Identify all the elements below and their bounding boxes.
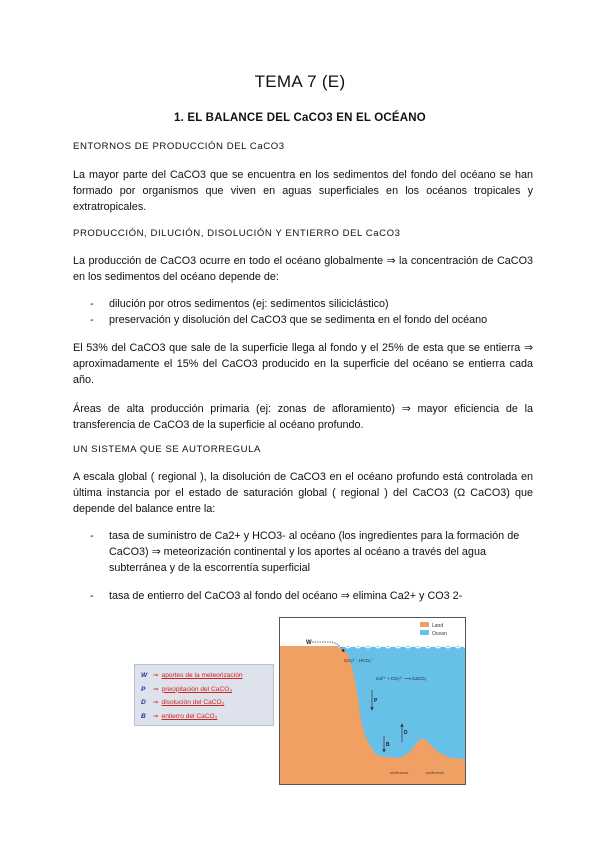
paragraph-produccion: La producción de CaCO3 ocurre en todo el océano globalmente ⇒ la concentración de CaCO3 en los sedimentos del océano depende de:	[73, 255, 533, 283]
legend-ocean-swatch	[420, 630, 429, 635]
paragraph-entornos: La mayor parte del CaCO3 que se encuentra en los sedimentos del fondo del océano se han formado por organismos que viven en aguas superficiales en los océanos tropicales y extratropicales.	[73, 169, 533, 213]
bullet-dash: -	[90, 298, 94, 310]
arrow-icon: ⇒	[153, 685, 159, 693]
paragraph-autorregula: A escala global ( regional ), la disolución de CaCO3 en el océano profundo está controlada en última instancia por el estado de saturación global ( regional ) del CaCO3 (Ω CaCO3) que depende del balance entre la:	[73, 471, 533, 515]
bullet-dash: -	[90, 314, 94, 326]
label-ions: CO₃²⁻, HCO₃⁻	[344, 658, 374, 663]
arrow-icon: ⇒	[153, 699, 159, 706]
arrow-icon: ⇒	[153, 712, 159, 720]
label-reaction: Ca²⁺ + CO₃²⁻ ⟶ CaCO₃	[376, 676, 427, 681]
legend-row: B ⇒ entierro del CaCO₃	[141, 712, 218, 720]
list-item: - tasa de entierro del CaCO3 al fondo del océano ⇒ elimina Ca2+ y CO3 2-	[90, 590, 463, 602]
label-b: B	[386, 742, 390, 748]
legend-row: W ⇒ aportes de la meteorización	[141, 672, 243, 679]
heading-produccion: PRODUCCIÓN, DILUCIÓN, DISOLUCIÓN Y ENTIERRO DEL CaCO3	[73, 228, 401, 239]
legend-land-label: Land	[432, 623, 444, 629]
legend-box	[134, 664, 274, 726]
label-bottom-right: sediments	[426, 770, 445, 775]
legend-ocean-label: Ocean	[432, 631, 447, 637]
legend-land-swatch	[420, 622, 429, 627]
label-w: W	[306, 640, 312, 646]
bullet-list-produccion	[90, 296, 530, 328]
list-item: - dilución por otros sedimentos (ej: sedimentos siliciclástico)	[90, 298, 389, 310]
ocean-diagram-svg	[280, 618, 465, 784]
section-title: 1. EL BALANCE DEL CaCO3 EN EL OCÉANO	[174, 112, 426, 124]
bullet-dash: -	[90, 590, 94, 602]
paragraph-porcentaje: El 53% del CaCO3 que sale de la superficie llega al fondo y el 25% de esta que se entierra ⇒ aproximadamente el 15% del CaCO3 producido en la superficie del océano se entierra cada año.	[73, 342, 533, 386]
heading-autorregula: UN SISTEMA QUE SE AUTORREGULA	[73, 444, 261, 455]
paragraph-areas: Áreas de alta producción primaria (ej: zonas de afloramiento) ⇒ mayor eficiencia de la transferencia de CaCO3 de la superficie al océano profundo.	[73, 403, 533, 431]
bullet-list-autorregula-2	[90, 588, 530, 604]
label-p: P	[374, 698, 378, 704]
list-item: - tasa de suministro de Ca2+ y HCO3- al océano (los ingredientes para la formación de CaCO3) ⇒ meteorización continental y los aportes al océano a través del agua subterránea y de la escorrentía superficial	[90, 530, 520, 574]
list-item: - preservación y disolución del CaCO3 que se sedimenta en el fondo del océano	[90, 314, 488, 326]
legend-row: P ⇒ precipitación del CaCO₃	[141, 685, 233, 693]
label-bottom-left: sediments	[390, 770, 409, 775]
page-title: TEMA 7 (E)	[254, 72, 346, 91]
arrow-icon: ⇒	[153, 672, 159, 679]
legend-row: D ⇒ disolución del CaCO₃	[141, 699, 225, 706]
heading-entornos: ENTORNOS DE PRODUCCIÓN DEL CaCO3	[73, 141, 285, 152]
ocean-diagram	[279, 617, 466, 785]
label-d: D	[404, 730, 408, 736]
bullet-list-autorregula	[90, 528, 530, 576]
bullet-dash: -	[90, 530, 94, 542]
